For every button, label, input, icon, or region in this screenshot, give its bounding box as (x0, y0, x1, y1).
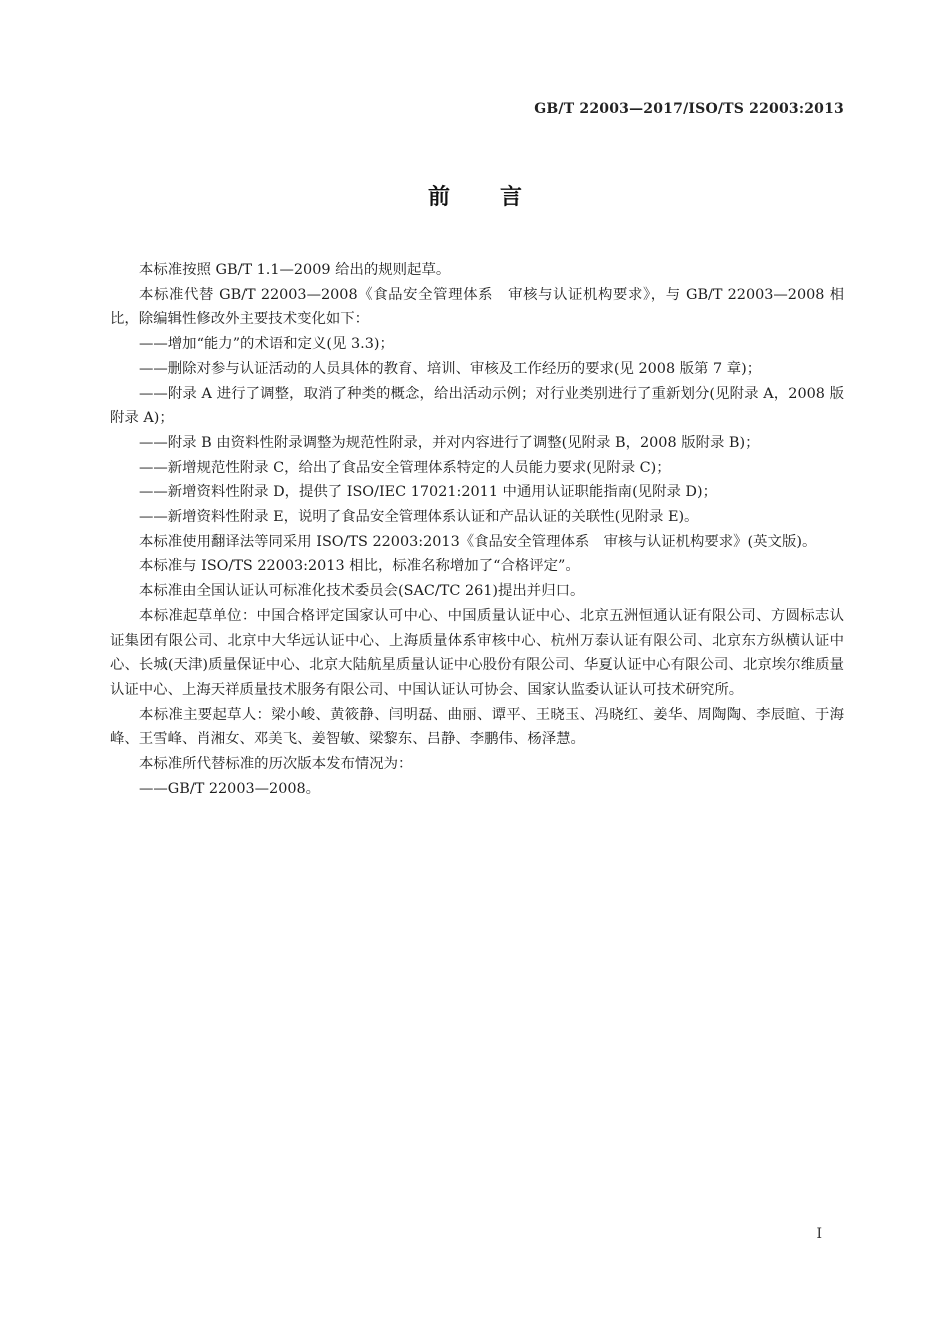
list-item-change: ——删除对参与认证活动的人员具体的教育、培训、审核及工作经历的要求(见 2008 版第 7 章)； (139, 360, 762, 377)
paragraph-drafting-units: 本标准起草单位：中国合格评定国家认可中心、中国质量认证中心、北京五洲恒通认证有限公司、方圆标志认证集团有限公司、北京中大华远认证中心、上海质量体系审核中心、杭州万泰认证有限公司、北京东方纵横认证中心、长城(天津)质量保证中心、北京大陆航星质量认证中心股份有限公司、华夏认证中心有限公司、北京埃尔维质量认证中心、上海天祥质量技术服务有限公司、中国认证认可协会、国家认监委认证认可技术研究所。 (110, 607, 844, 698)
standard-number-header: GB/T 22003—2017/ISO/TS 22003:2013 (534, 101, 844, 117)
paragraph-previous-editions: 本标准所代替标准的历次版本发布情况为： (139, 756, 413, 773)
list-item-previous-edition: ——GB/T 22003—2008。 (139, 780, 321, 797)
list-item-change: ——新增资料性附录 E，说明了食品安全管理体系认证和产品认证的关联性(见附录 E)。 (139, 509, 699, 526)
paragraph-drafting-rules: 本标准按照 GB/T 1.1—2009 给出的规则起草。 (139, 262, 451, 278)
list-item-change: ——增加“能力”的术语和定义(见 3.3)； (139, 336, 394, 353)
page-number: I (816, 1226, 822, 1242)
paragraph-replaces: 本标准代替 GB/T 22003—2008《食品安全管理体系 审核与认证机构要求》，与 GB/T 22003—2008 相比，除编辑性修改外主要技术变化如下： (110, 286, 844, 328)
paragraph-proposed-by: 本标准由全国认证认可标准化技术委员会(SAC/TC 261)提出并归口。 (139, 583, 585, 600)
list-item-change: ——新增规范性附录 C，给出了食品安全管理体系特定的人员能力要求(见附录 C)； (139, 459, 671, 476)
paragraph-drafters: 本标准主要起草人：梁小峻、黄筱静、闫明磊、曲丽、谭平、王晓玉、冯晓红、姜华、周陶陶、李辰暄、于海峰、王雪峰、肖湘女、邓美飞、姜智敏、梁黎东、吕静、李鹏伟、杨泽慧。 (110, 706, 844, 748)
foreword-body (110, 258, 844, 801)
paragraph-title-difference: 本标准与 ISO/TS 22003:2013 相比，标准名称增加了“合格评定”。 (139, 558, 580, 575)
paragraph-translation: 本标准使用翻译法等同采用 ISO/TS 22003:2013《食品安全管理体系 审核与认证机构要求》(英文版)。 (139, 533, 817, 550)
page-title: 前言 (427, 184, 572, 210)
list-item-change: ——新增资料性附录 D，提供了 ISO/IEC 17021:2011 中通用认证职能指南(见附录 D)； (139, 484, 717, 501)
list-item-change: ——附录 B 由资料性附录调整为规范性附录，并对内容进行了调整(见附录 B，2008 版附录 B)； (139, 434, 760, 451)
list-item-change: ——附录 A 进行了调整，取消了种类的概念，给出活动示例；对行业类别进行了重新划分(见附录 A，2008 版附录 A)； (110, 385, 844, 427)
